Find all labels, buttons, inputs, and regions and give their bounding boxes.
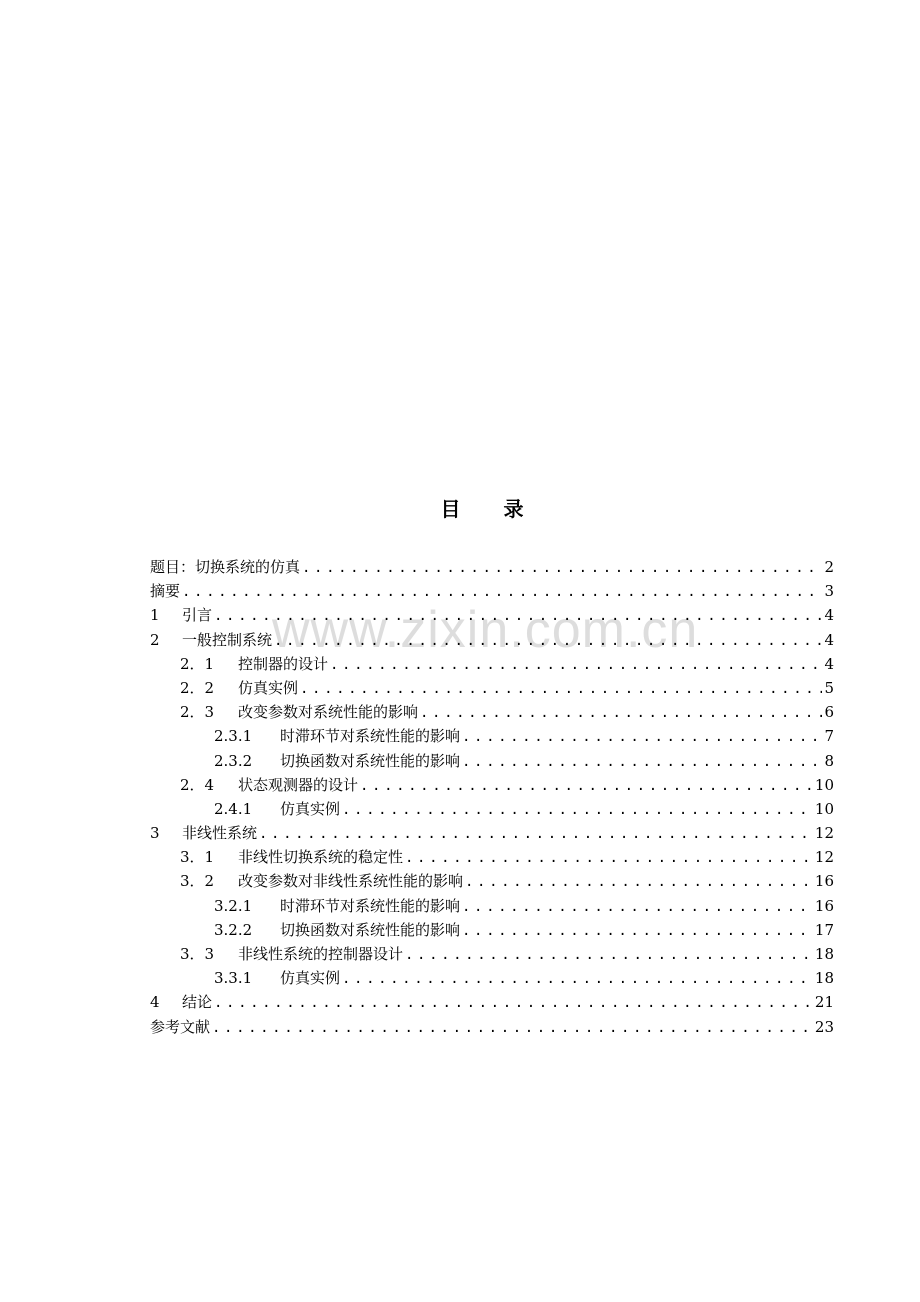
toc-entry[interactable] [150,579,834,603]
toc-entry-page-number: 3 [824,582,834,601]
toc-entry[interactable] [150,676,834,700]
toc-entry-title: 引言 [182,606,213,625]
toc-entry-title: 仿真实例 [280,799,341,818]
toc-entry-page-number: 10 [814,799,834,818]
toc-entry-number: 3 [150,824,160,843]
toc-entry-title: 非线性系统 [182,824,258,843]
toc-entry-number: 2．1 [180,654,215,673]
toc-dot-leader [342,798,813,822]
toc-dot-leader [405,943,813,967]
watermark: www.zixin.com.cn [272,601,699,659]
toc-entry-number: 2.3.2 [214,751,253,770]
toc-entry-title: 时滞环节对系统性能的影响 [280,896,461,915]
toc-entry-title: 切换函数对系统性能的影响 [280,920,461,939]
toc-entry-page-number: 16 [814,872,834,891]
toc-entry[interactable] [150,797,834,821]
toc-entry-title: 结论 [182,993,213,1012]
toc-entry-number: 3．3 [180,945,215,963]
toc-entry-page-number: 4 [824,630,834,649]
toc-entry-number: 3.2.1 [214,896,253,915]
toc-entry-title: 仿真实例 [238,678,299,697]
toc-dot-leader [462,919,813,943]
toc-entry-number: 3.2.2 [214,920,253,939]
toc-entry[interactable] [150,845,834,869]
toc-entry-page-number: 23 [814,1017,834,1036]
toc-entry[interactable] [150,966,834,990]
toc-entry-page-number: 7 [824,727,834,746]
toc-title: 目 录 [440,497,542,521]
toc-entry-page-number: 8 [824,751,834,770]
toc-entry[interactable] [150,1015,834,1039]
toc-list [150,555,834,1039]
toc-entry-number: 3.3.1 [214,969,253,988]
toc-entry-page-number: 5 [824,678,834,697]
toc-entry-page-number: 6 [824,703,834,722]
toc-dot-leader [212,1016,813,1040]
toc-entry-number: 2．2 [180,678,215,697]
toc-entry-page-number: 16 [814,896,834,915]
toc-entry[interactable] [150,603,834,627]
toc-entry-page-number: 17 [814,920,834,939]
toc-entry[interactable] [150,652,834,676]
toc-entry[interactable] [150,869,834,893]
toc-dot-leader [405,846,813,870]
toc-entry-number: 2.4.1 [214,799,253,818]
toc-dot-leader [214,604,822,628]
toc-entry-number: 2.3.1 [214,727,253,746]
toc-entry-title: 改变参数对系统性能的影响 [238,703,419,722]
toc-entry-title: 仿真实例 [280,969,341,988]
toc-entry-title: 非线性切换系统的稳定性 [238,848,404,867]
toc-entry[interactable] [150,942,834,966]
toc-entry-page-number: 2 [824,558,834,576]
toc-entry[interactable] [150,821,834,845]
toc-dot-leader [465,870,813,894]
toc-dot-leader [300,677,822,701]
toc-entry-title: 切换函数对系统性能的影响 [280,751,461,770]
toc-entry-number: 4 [150,993,160,1012]
toc-dot-leader [360,774,813,798]
toc-entry-page-number: 18 [814,969,834,988]
toc-dot-leader [274,629,822,653]
toc-entry-title: 非线性系统的控制器设计 [238,945,404,963]
toc-entry-page-number: 10 [814,775,834,794]
toc-entry-title: 题目：切换系统的仿真 [150,558,301,576]
toc-entry[interactable] [150,918,834,942]
toc-entry-number: 2 [150,630,160,649]
toc-entry-title: 摘要 [150,582,181,601]
toc-entry-title: 时滞环节对系统性能的影响 [280,727,461,746]
toc-dot-leader [462,895,813,919]
toc-dot-leader [462,725,822,749]
toc-entry[interactable] [150,773,834,797]
toc-entry-page-number: 21 [814,993,834,1012]
toc-entry-number: 3．1 [180,848,215,867]
toc-dot-leader [462,750,822,774]
toc-dot-leader [330,653,822,677]
toc-entry-title: 改变参数对非线性系统性能的影响 [238,872,464,891]
toc-entry-page-number: 12 [814,824,834,843]
toc-entry-number: 2．4 [180,775,215,794]
toc-entry-number: 3．2 [180,872,215,891]
toc-entry-title: 状态观测器的设计 [238,775,359,794]
toc-dot-leader [214,991,813,1015]
toc-dot-leader [302,556,822,580]
toc-entry-number: 1 [150,606,160,625]
toc-entry[interactable] [150,724,834,748]
toc-entry-title: 参考文献 [150,1017,211,1036]
toc-entry-page-number: 4 [824,654,834,673]
toc-entry[interactable] [150,990,834,1014]
toc-dot-leader [259,822,813,846]
toc-entry[interactable] [150,894,834,918]
toc-entry[interactable] [150,749,834,773]
toc-entry-page-number: 4 [824,606,834,625]
toc-dot-leader [342,967,813,991]
toc-entry-title: 一般控制系统 [182,630,273,649]
toc-entry[interactable] [150,700,834,724]
toc-entry-number: 2．3 [180,703,215,722]
toc-entry-page-number: 18 [814,945,834,963]
toc-entry-page-number: 12 [814,848,834,867]
toc-dot-leader [182,580,822,604]
toc-entry[interactable] [150,555,834,579]
toc-dot-leader [420,701,822,725]
toc-entry-title: 控制器的设计 [238,654,329,673]
toc-entry[interactable] [150,628,834,652]
